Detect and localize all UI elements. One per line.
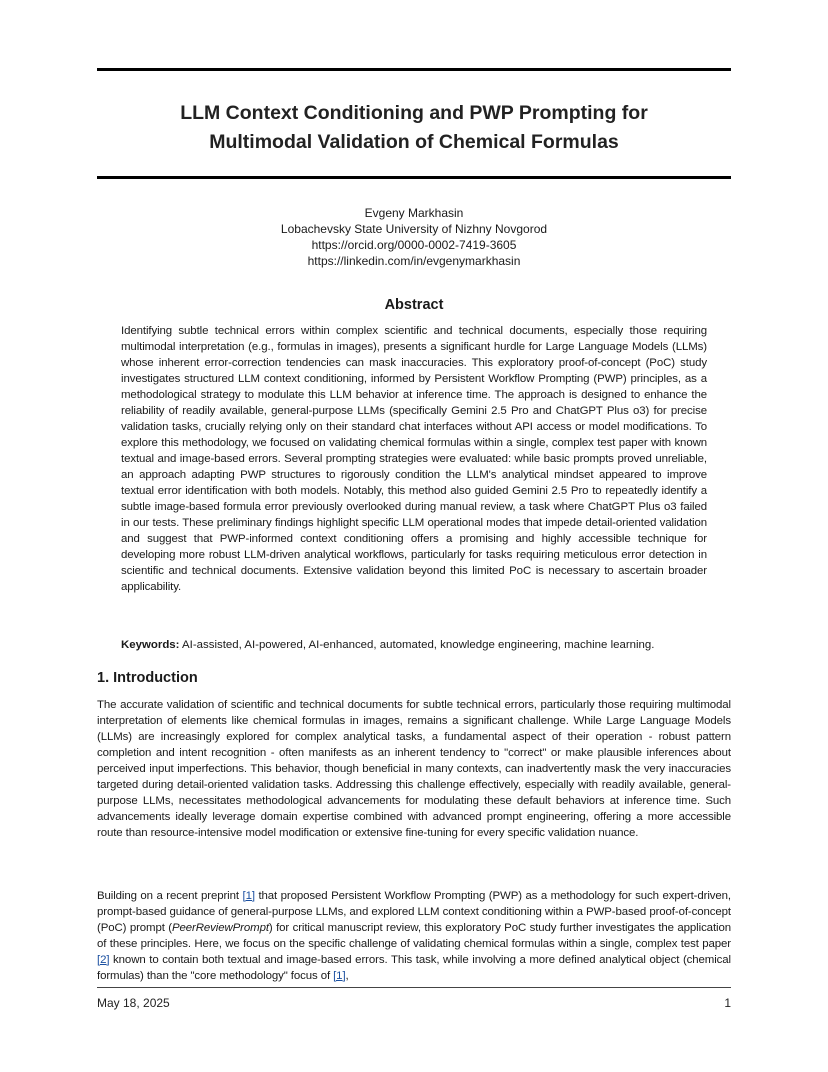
intro-p2-text-1: Building on a recent preprint — [97, 890, 243, 902]
linkedin-link[interactable]: https://linkedin.com/in/evgenymarkhasin — [307, 254, 521, 268]
page-number: 1 — [724, 996, 731, 1010]
author-name: Evgeny Markhasin — [364, 206, 464, 220]
intro-p2-text-3: ) for critical manuscript review, this exploratory PoC study further investigates the application of these principles. Here, we focus on the specific challenge of validating chemical formulas within a single, complex test paper — [97, 922, 731, 950]
author-block — [97, 205, 731, 269]
title-bottom-rule — [97, 176, 731, 179]
intro-p2-text-5: , — [345, 970, 349, 982]
citation-link-3[interactable]: [1] — [333, 970, 346, 982]
intro-p2-text-4: known to contain both textual and image-based errors. This task, while involving a more defined analytical object (chemical formulas) than the "core methodology" focus of — [97, 954, 731, 982]
intro-p2-text-2: that proposed Persistent Workflow Prompting (PWP) as a methodology for such expert-driven, prompt-based guidance of general-purpose LLMs, and explored LLM context conditioning within a PWP-based proof-of-concept (PoC) prompt ( — [97, 890, 731, 934]
intro-paragraph-2 — [97, 888, 731, 984]
footer-rule — [97, 987, 731, 988]
abstract-heading: Abstract — [384, 297, 444, 313]
section-heading-introduction: 1. Introduction — [97, 670, 198, 686]
intro-paragraph-1: The accurate validation of scientific and technical documents for subtle technical errors, particularly those requiring multimodal interpretation of elements like chemical formulas in images, remains a significant challenge. While Large Language Models (LLMs) are increasingly explored for complex analytical tasks, a fundamental aspect of their operation - robust pattern completion and intent recognition - often manifests as an inherent tendency to "correct" or make plausible inferences about perceived input imperfections. This behavior, though beneficial in many contexts, can inadvertently mask the very inaccuracies targeted during detail-oriented validation tasks. Addressing this challenge effectively, especially with readily available, general-purpose LLMs, necessitates methodological advancements for modulating these default behaviors at inference time. Such advancements ideally leverage domain expertise combined with advanced prompt engineering, offering a more accessible route than resource-intensive model modification or extensive fine-tuning for every specific validation nuance. — [97, 699, 731, 839]
keywords — [121, 637, 721, 653]
keywords-label: Keywords: — [121, 639, 180, 651]
citation-link-1[interactable]: [1] — [242, 890, 255, 902]
footer-date: May 18, 2025 — [97, 996, 170, 1010]
abstract-text: Identifying subtle technical errors within complex scientific and technical documents, especially those requiring multimodal interpretation (e.g., formulas in images), presents a significant hurdle for Large Language Models (LLMs) whose inherent error-correction tendencies can mask inaccuracies. This exploratory proof-of-concept (PoC) study investigates structured LLM context conditioning, informed by Persistent Workflow Prompting (PWP) principles, as a methodological strategy to modulate this LLM behavior at inference time. The approach is designed to enhance the reliability of readily available, general-purpose LLMs (specifically Gemini 2.5 Pro and ChatGPT Plus o3) for precise validation tasks, crucially relying only on their standard chat interfaces without API access or model modifications. To explore this methodology, we focused on validating chemical formulas within a single, complex test paper with known textual and image-based errors. Several prompting strategies were evaluated: while basic prompts proved unreliable, an approach adapting PWP structures to rigorously condition the LLM's analytical mindset appeared to improve textual error identification with both models. Notably, this method also guided Gemini 2.5 Pro to repeatedly identify a subtle image-based formula error previously overlooked during manual review, a task where ChatGPT Plus o3 failed in our tests. These preliminary findings highlight specific LLM operational modes that impede detail-oriented validation and suggest that PWP-informed context conditioning offers a promising and highly accessible technique for developing more robust LLM-driven analytical workflows, particularly for tasks requiring meticulous error detection in scientific and technical documents. Extensive validation beyond this limited PoC is necessary to ascertain broader applicability. — [121, 325, 707, 593]
title-line-2: Multimodal Validation of Chemical Formulas — [209, 131, 619, 153]
intro-p2-emphasis: PeerReviewPrompt — [171, 922, 269, 934]
orcid-link[interactable]: https://orcid.org/0000-0002-7419-3605 — [311, 238, 517, 252]
citation-link-2[interactable]: [2] — [97, 954, 110, 966]
paper-title — [97, 99, 731, 157]
title-line-1: LLM Context Conditioning and PWP Prompting for — [180, 102, 648, 124]
top-rule — [97, 68, 731, 71]
author-affiliation: Lobachevsky State University of Nizhny Novgorod — [280, 222, 548, 236]
keywords-text: AI-assisted, AI-powered, AI-enhanced, automated, knowledge engineering, machine learning. — [182, 639, 655, 651]
